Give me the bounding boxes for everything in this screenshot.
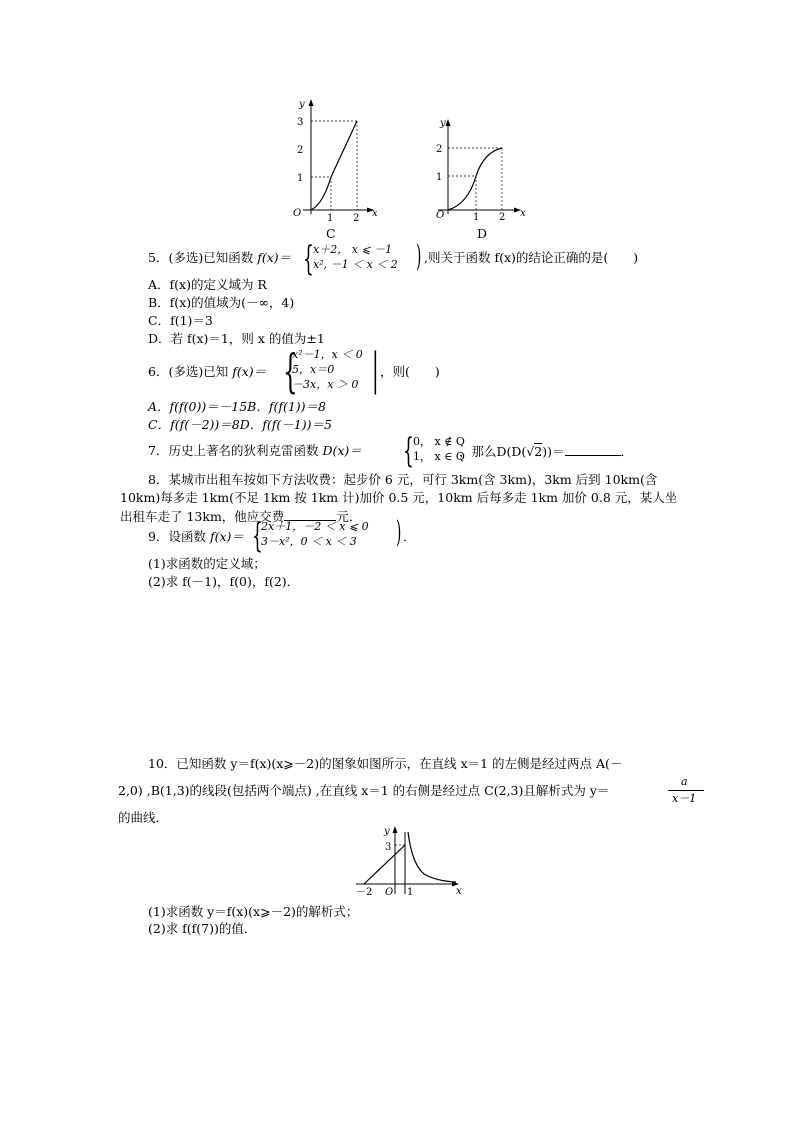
q6-fx: f(x)＝	[232, 364, 267, 379]
q5-right-brace: )	[416, 239, 422, 274]
tick-y2: 2	[436, 144, 443, 155]
q5-option-d: D．若 f(x)＝1，则 x 的值为±1	[148, 331, 325, 346]
y-axis-arrow	[393, 826, 398, 833]
figure-d-caption: D	[477, 226, 488, 241]
curve-c	[311, 121, 357, 210]
q6-case2: 5，x＝0	[292, 363, 335, 376]
axis-x-label: x	[520, 208, 526, 219]
q7-brace: {	[403, 431, 414, 471]
q8-line1: 8．某城市出租车按如下方法收费：起步价 6 元，可行 3km(含 3km)，3km 后到 10km(含	[148, 472, 658, 487]
q5-suffix: ,则关于函数 f(x)的结论正确的是( )	[424, 250, 639, 265]
q5-case1: x＋2， x ⩽ －1	[313, 243, 393, 256]
q5-stem	[148, 250, 291, 266]
origin-label: O	[293, 208, 302, 219]
tick-neg2: －2	[356, 887, 373, 898]
q8-line3-b: 元．	[336, 509, 362, 524]
q7-sqrt-arg: 2	[534, 444, 543, 459]
q6-case1: x²－1，x ＜ 0	[292, 348, 363, 361]
figure-q10-graph	[352, 824, 470, 900]
q7-end: ))＝	[542, 444, 565, 459]
q5-option-b: B．f(x)的值域为(－∞，4)	[148, 295, 295, 310]
q9-prefix: 9．设函数	[148, 529, 210, 544]
q9-fx: f(x)＝	[209, 529, 244, 544]
q9-suffix: ．	[403, 529, 416, 544]
figure-d-graph	[428, 114, 538, 222]
axis-y-label: y	[440, 118, 446, 129]
tick-x1: 1	[473, 212, 480, 222]
tick-y3: 3	[297, 117, 304, 128]
q7-mid: ，那么D(D(	[459, 444, 527, 459]
q7-case1: 0， x ∉ Q	[413, 435, 465, 448]
tick-1: 1	[407, 887, 414, 898]
tick-x1: 1	[327, 213, 334, 222]
q9-stem	[148, 529, 244, 545]
figure-c-graph	[285, 96, 395, 222]
q7-prefix: 7．历史上著名的狄利克雷函数	[148, 443, 323, 458]
q7-stem	[148, 443, 362, 459]
q9-case2: 3－x²，0 ＜ x ＜ 3	[261, 535, 357, 548]
q9-right-brace: )	[396, 515, 402, 550]
q8-line2: 10km)每多走 1km(不足 1km 按 1km 计)加价 0.5 元，10km 后每多走 1km 加价 0.8 元，某人坐	[120, 490, 678, 505]
q10-line2: 2,0) ,B(1,3)的线段(包括两个端点) ,在直线 x＝1 的右侧是经过点 C(2,3)且解析式为 y＝	[118, 783, 610, 798]
axis-y-label: y	[299, 99, 305, 110]
q6-brace: {	[283, 344, 298, 398]
figure-c-caption: C	[326, 226, 336, 241]
q5-option-c: C．f(1)＝3	[148, 313, 213, 328]
sqrt-icon: √	[526, 444, 535, 459]
q7-period: ．	[620, 444, 634, 459]
tick-x2: 2	[499, 212, 506, 222]
tick-x2: 2	[353, 213, 360, 222]
q5-brace: {	[303, 239, 314, 279]
q6-options-cd: C．f(f(－2))＝8D．f(f(－1))＝5	[148, 417, 332, 432]
q9-sub1: (1)求函数的定义域；	[148, 556, 266, 571]
curve-d	[448, 148, 502, 210]
q9-brace: {	[252, 516, 263, 556]
q6-options-ab: A．f(f(0))＝－15B．f(f(1))＝8	[148, 399, 326, 414]
y-axis-arrow	[446, 119, 451, 126]
q10-line3: 的曲线．	[118, 810, 169, 825]
q5-prefix: 5．(多选)已知函数	[148, 250, 258, 265]
q5-option-a: A．f(x)的定义域为 R	[148, 277, 267, 292]
q6-case3: －3x，x ＞ 0	[292, 378, 359, 391]
q6-stem	[148, 364, 266, 380]
tick-3: 3	[385, 842, 392, 853]
q8-line3-a: 出租车走了 13km，他应交费	[120, 509, 285, 524]
tick-y1: 1	[436, 172, 443, 183]
q10-sub2: (2)求 f(f(7))的值．	[148, 921, 257, 936]
q5-fx: f(x)＝	[257, 250, 292, 265]
q7-answer-blank[interactable]	[565, 443, 621, 456]
origin-label: O	[436, 210, 445, 221]
q9-sub2: (2)求 f(－1)，f(0)，f(2)．	[148, 574, 300, 589]
q10-line1: 10．已知函数 y＝f(x)(x⩾－2)的图象如图所示，在直线 x＝1 的左侧是经过两点 A(－	[148, 756, 623, 771]
tick-y1: 1	[297, 173, 304, 184]
y-axis-arrow	[309, 99, 314, 106]
q7-case2: 1， x ∈ Q	[413, 450, 465, 463]
axis-y-label: y	[384, 826, 390, 837]
q6-suffix: ，则( )	[380, 364, 440, 379]
origin-label: O	[385, 887, 394, 898]
q7-dx: D(x)＝	[322, 443, 362, 458]
q9-case1: 2x＋1，－2 ＜ x ⩽ 0	[261, 520, 369, 533]
q6-right-bar: |	[372, 344, 379, 395]
q6-prefix: 6．(多选)已知	[148, 364, 233, 379]
q10-sub1: (1)求函数 y＝f(x)(x⩾－2)的解析式；	[148, 904, 359, 919]
q10-frac-den: x－1	[672, 792, 697, 805]
q5-case2: x², －1 ＜ x ＜ 2	[313, 258, 398, 271]
axis-x-label: x	[456, 886, 462, 897]
axis-x-label: x	[372, 208, 378, 219]
tick-y2: 2	[297, 145, 304, 156]
q7-tail	[459, 443, 633, 460]
curve-right	[408, 832, 456, 882]
q10-frac-num: a	[681, 775, 688, 788]
